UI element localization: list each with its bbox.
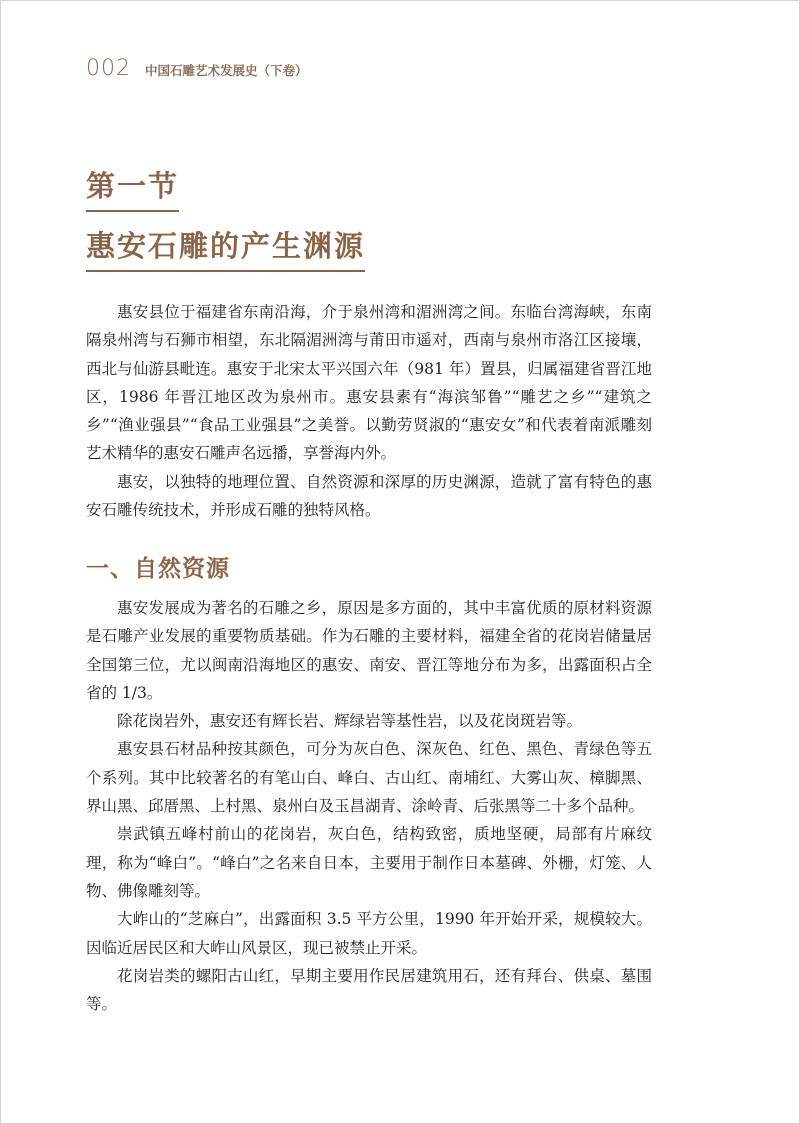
page-number: 002 bbox=[86, 56, 131, 81]
paragraph: 惠安，以独特的地理位置、自然资源和深厚的历史渊源，造就了富有特色的惠安石雕传统技术，并形成石雕的独特风格。 bbox=[86, 472, 652, 520]
paragraph: 花岗岩类的螺阳古山红，早期主要用作民居建筑用石，还有拜台、供桌、墓围等。 bbox=[86, 966, 652, 1014]
natural-resources-text bbox=[86, 594, 652, 1018]
paragraph: 大岞山的“芝麻白”，出露面积 3.5 平方公里，1990 年开始开采，规模较大。因临近居民区和大岞山风景区，现已被禁止开采。 bbox=[86, 910, 652, 957]
section-title: 惠安石雕的产生渊源 bbox=[86, 228, 365, 272]
paragraph: 惠安县石材品种按其颜色，可分为灰白色、深灰色、红色、黑色、青绿色等五个系列。其中比较著名的有笔山白、峰白、古山红、南埔红、大雾山灰、樟脚黑、界山黑、邱厝黑、上村黑、泉州白及玉昌湖青、涂岭青、后张黑等二十多个品种。 bbox=[86, 740, 652, 816]
intro-text bbox=[86, 298, 652, 524]
section-label: 第一节 bbox=[86, 168, 179, 212]
paragraph: 崇武镇五峰村前山的花岗岩，灰白色，结构致密，质地坚硬，局部有片麻纹理，称为“峰白”。“峰白”之名来自日本，主要用于制作日本墓碑、外栅，灯笼、人物、佛像雕刻等。 bbox=[86, 825, 652, 900]
running-header bbox=[86, 56, 308, 88]
paragraph: 惠安县位于福建省东南沿海，介于泉州湾和湄洲湾之间。东临台湾海峡，东南隔泉州湾与石狮市相望，东北隔湄洲湾与莆田市遥对，西南与泉州市洛江区接壤，西北与仙游县毗连。惠安于北宋太平兴国六年（981 年）置县，归属福建省晋江地区，1986 年晋江地区改为泉州市。惠安县素有“海滨邹鲁”“雕艺之乡”“建筑之乡”“渔业强县”“食品工业强县”之美誉。以勤劳贤淑的“惠安女”和代表着南派雕刻艺术精华的惠安石雕声名远播，享誉海内外。 bbox=[86, 303, 652, 463]
paragraph: 除花岗岩外，惠安还有辉长岩、辉绿岩等基性岩，以及花岗斑岩等。 bbox=[117, 712, 583, 731]
book-title: 中国石雕艺术发展史（下卷） bbox=[145, 63, 308, 78]
subsection-heading: 一、自然资源 bbox=[86, 555, 230, 582]
paragraph: 惠安发展成为著名的石雕之乡，原因是多方面的，其中丰富优质的原材料资源是石雕产业发展的重要物质基础。作为石雕的主要材料，福建全省的花岗岩储量居全国第三位，尤以闽南沿海地区的惠安、南安、晋江等地分布为多，出露面积占全省的 1/3。 bbox=[86, 599, 652, 702]
